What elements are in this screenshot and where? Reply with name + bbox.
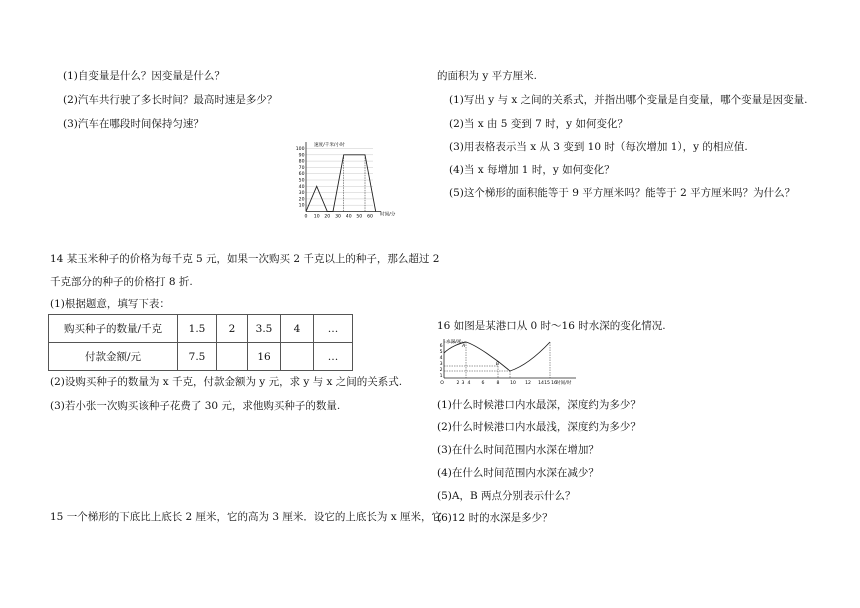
q13-question-3: (3)汽车在哪段时间保持匀速？ — [63, 118, 204, 130]
table-cell: 购买种子的数量/千克 — [49, 315, 178, 343]
q13-question-1: (1)自变量是什么？因变量是什么？ — [63, 70, 225, 82]
table-cell: 4 — [281, 315, 314, 343]
q14-sub-3: (3)若小张一次购买该种子花费了 30 元，求他购买种子的数量. — [50, 400, 341, 412]
q16-question-1: (1)什么时候港口内水最深，深度约为多少？ — [437, 399, 641, 411]
seed-price-table — [48, 314, 353, 371]
x-tick: O — [440, 381, 444, 386]
table-cell: 2 — [217, 315, 248, 343]
x-tick: 16 — [551, 381, 557, 386]
x-tick: 4 — [467, 381, 471, 386]
q15-question-2: (2)当 x 由 5 变到 7 时，y 如何变化？ — [449, 118, 628, 130]
point-b-label: B — [496, 362, 500, 367]
q16-question-5: (5)A，B 两点分别表示什么？ — [437, 490, 576, 502]
water-depth-chart — [436, 337, 586, 395]
table-cell: … — [314, 315, 353, 343]
q14-line-2: 千克部分的种子的价格打 8 折. — [50, 276, 193, 288]
y-tick: 3 — [439, 362, 443, 367]
q16-title: 16 如图是某港口从 0 时～16 时水深的变化情况. — [437, 320, 666, 332]
speed-time-chart — [296, 140, 402, 220]
table-cell: 1.5 — [178, 315, 217, 343]
q14-sub-2: (2)设购买种子的数量为 x 千克，付款金额为 y 元，求 y 与 x 之间的关系式. — [50, 376, 403, 388]
x-tick: 8 — [496, 381, 500, 386]
y-tick: 100 — [296, 147, 305, 152]
x-tick: 60 — [367, 214, 373, 220]
y-tick: 6 — [439, 344, 443, 349]
table-cell — [217, 343, 248, 371]
q16-question-2: (2)什么时候港口内水最浅，深度约为多少？ — [437, 421, 641, 433]
y-tick: 10 — [298, 203, 305, 209]
y-tick: 5 — [439, 350, 443, 355]
q16-question-3: (3)在什么时间范围内水深在增加？ — [437, 444, 599, 456]
q15-continuation: 的面积为 y 平方厘米. — [437, 70, 537, 82]
x-tick: 50 — [356, 214, 363, 220]
q15-question-1: (1)写出 y 与 x 之间的关系式，并指出哪个变量是自变量，哪个变量是因变量. — [449, 94, 808, 106]
y-tick: 80 — [298, 159, 305, 165]
y-tick: 2 — [439, 368, 443, 373]
table-cell: 7.5 — [178, 343, 217, 371]
q15-question-3: (3)用表格表示当 x 从 3 变到 10 时（每次增加 1），y 的相应值. — [449, 141, 748, 153]
y-tick: 60 — [298, 172, 305, 178]
x-tick: 6 — [481, 381, 485, 386]
q15-question-5: (5)这个梯形的面积能等于 9 平方厘米吗？能等于 2 平方厘米吗？为什么？ — [449, 187, 796, 199]
y-tick: 40 — [298, 184, 305, 190]
q15-line-1: 15 一个梯形的下底比上底长 2 厘米，它的高为 3 厘米．设它的上底长为 x 厘米，它 — [50, 511, 443, 523]
table-cell: … — [314, 343, 353, 371]
y-tick: 50 — [298, 178, 305, 184]
chart2-xlabel: 时间/时 — [556, 381, 572, 386]
x-tick: 20 — [324, 214, 331, 220]
q14-sub-1: (1)根据题意，填写下表： — [50, 298, 170, 310]
table-cell: 付款金额/元 — [49, 343, 178, 371]
x-tick: 2 — [456, 381, 460, 386]
q16-question-4: (4)在什么时间范围内水深在减少？ — [437, 467, 599, 479]
y-tick: 90 — [298, 153, 305, 159]
table-row — [49, 343, 353, 371]
y-tick: 20 — [298, 197, 305, 203]
x-tick: 12 — [525, 381, 531, 386]
table-row — [49, 315, 353, 343]
q15-question-4: (4)当 x 每增加 1 时，y 如何变化？ — [449, 164, 615, 176]
chart2-ylabel: 水深/米 — [446, 340, 462, 345]
x-tick: 30 — [335, 214, 341, 220]
q16-question-6: (6)12 时的水深是多少？ — [437, 512, 553, 524]
x-tick: 3 — [461, 381, 465, 386]
y-tick: 1 — [439, 374, 443, 379]
point-a-label: A — [462, 344, 466, 349]
q14-line-1: 14 某玉米种子的价格为每千克 5 元，如果一次购买 2 千克以上的种子，那么超过 2 — [50, 253, 440, 265]
chart1-ylabel: 速度/千米/小时 — [314, 143, 345, 148]
x-tick: 15 — [544, 381, 550, 386]
x-tick: 0 — [304, 214, 308, 220]
x-tick: 40 — [345, 214, 352, 220]
x-tick: 10 — [313, 214, 320, 220]
y-tick: 70 — [298, 165, 305, 171]
q13-question-2: (2)汽车共行驶了多长时间？最高时速是多少？ — [63, 94, 278, 106]
table-cell: 16 — [248, 343, 281, 371]
chart1-xlabel: 时间/分 — [380, 212, 396, 218]
y-tick: 30 — [298, 191, 305, 197]
table-cell: 3.5 — [248, 315, 281, 343]
x-tick: 14 — [538, 381, 544, 386]
x-tick: 10 — [510, 381, 516, 386]
table-cell — [281, 343, 314, 371]
y-tick: 4 — [439, 356, 443, 361]
